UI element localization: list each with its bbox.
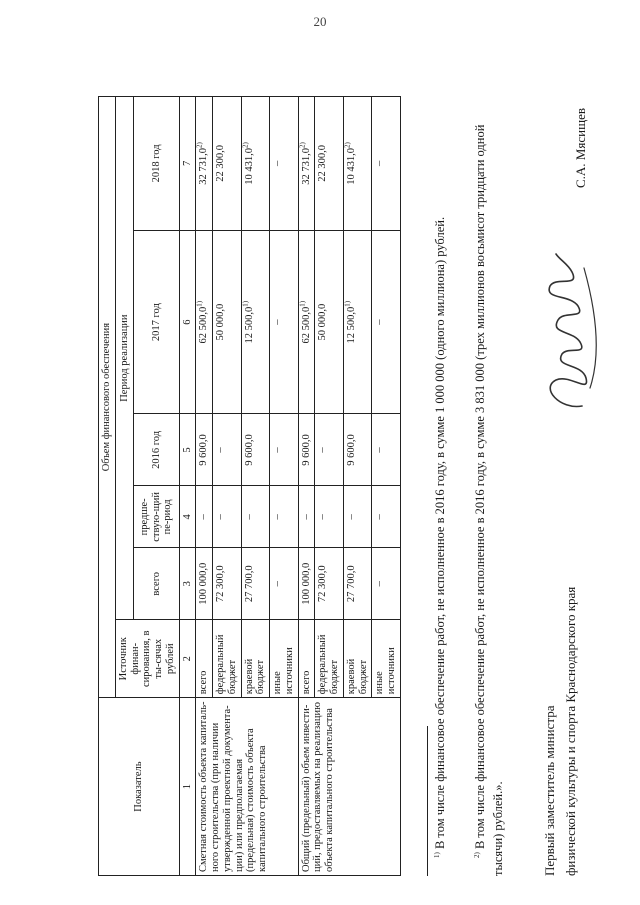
col-num: 5 xyxy=(179,414,196,486)
footnote-ref: 2) xyxy=(298,142,306,148)
position-line: физической культуры и спорта Краснодарского края xyxy=(562,586,578,876)
cell-total: – xyxy=(372,548,401,620)
header-volume: Объем финансового обеспечения xyxy=(99,97,116,698)
header-2018: 2018 год xyxy=(134,97,179,231)
value: 22 300,0 xyxy=(215,145,226,182)
position-line: Первый заместитель министра xyxy=(542,705,557,876)
value: – xyxy=(374,319,386,325)
cell-2018 xyxy=(270,97,299,231)
cell-2018 xyxy=(213,97,242,231)
cell-total: 27 700,0 xyxy=(241,548,270,620)
header-row-1 xyxy=(99,97,116,876)
cell-total: 100 000,0 xyxy=(196,548,213,620)
cell-source: краевой бюджет xyxy=(343,620,372,698)
value: 10 431,0 xyxy=(243,147,255,185)
cell-source: краевой бюджет xyxy=(241,620,270,698)
col-num: 3 xyxy=(179,548,196,620)
cell-2016: 9 600,0 xyxy=(241,414,270,486)
value: – xyxy=(272,160,283,167)
cell-total: 100 000,0 xyxy=(298,548,315,620)
footnote-ref: 1) xyxy=(343,300,352,307)
value: 32 731,0 xyxy=(300,147,312,185)
cell-total: 27 700,0 xyxy=(343,548,372,620)
cell-2016: – xyxy=(372,414,401,486)
cell-total: 72 300,0 xyxy=(213,548,242,620)
cell-2017 xyxy=(315,230,344,414)
cell-2018 xyxy=(372,97,401,231)
cell-prev: – xyxy=(298,486,315,548)
cell-2018 xyxy=(343,97,372,231)
column-number-row xyxy=(179,97,196,876)
col-num: 2 xyxy=(179,620,196,698)
cell-2017 xyxy=(298,230,315,414)
cell-2016: – xyxy=(213,414,242,486)
row-label-investment-volume: Общий (предельный) объем инвести-ций, предоставляемых на реализацию объекта капитального строительства xyxy=(298,698,400,876)
signature-underline xyxy=(584,268,596,388)
signatory-name: С.А. Мясищев xyxy=(573,108,588,188)
value: 10 431,0 xyxy=(345,147,357,185)
cell-2018 xyxy=(315,97,344,231)
col-num: 7 xyxy=(179,97,196,231)
signature-stroke xyxy=(549,254,586,406)
value: 62 500,0 xyxy=(300,306,312,344)
footnote-2 xyxy=(472,86,507,876)
cell-2017 xyxy=(270,230,299,414)
signatory-position xyxy=(540,456,582,876)
value: 50 000,0 xyxy=(215,303,226,341)
footnote-text: В том числе финансовое обеспечение работ, не исполненное в 2016 году, в сумме 3 831 000 (трех миллионов восьмисот тридцати одной тысячи) рублей.». xyxy=(473,124,505,876)
cell-2016: – xyxy=(270,414,299,486)
value: 32 731,0 xyxy=(198,147,210,185)
rotated-page-content xyxy=(20,48,620,888)
value: 62 500,0 xyxy=(198,306,210,344)
value: 50 000,0 xyxy=(317,303,329,341)
footnote-mark: 1) xyxy=(432,852,441,858)
cell-prev: – xyxy=(196,486,213,548)
cell-prev: – xyxy=(343,486,372,548)
footnote-ref: 1) xyxy=(195,300,204,307)
footnote-mark: 2) xyxy=(472,852,481,858)
cell-2018 xyxy=(241,97,270,231)
handwritten-signature xyxy=(520,248,610,418)
header-period: Период реализации xyxy=(115,97,134,620)
cell-2016: 9 600,0 xyxy=(343,414,372,486)
cell-prev: – xyxy=(372,486,401,548)
header-source: Источник финан-сирования, в ты-сячах рублей xyxy=(115,620,179,698)
cell-2017 xyxy=(241,230,270,414)
cell-total: 72 300,0 xyxy=(315,548,344,620)
footnote-ref: 2) xyxy=(195,142,204,148)
header-prev: предше-ствую-щий пе-риод xyxy=(134,486,179,548)
col-num: 6 xyxy=(179,230,196,414)
cell-source: иные источники xyxy=(372,620,401,698)
cell-2016: – xyxy=(315,414,344,486)
cell-2017 xyxy=(343,230,372,414)
value: 22 300,0 xyxy=(317,145,329,182)
cell-prev: – xyxy=(213,486,242,548)
cell-2017 xyxy=(372,230,401,414)
cell-2016: 9 600,0 xyxy=(298,414,315,486)
cell-prev: – xyxy=(270,486,299,548)
header-indicator: Показатель xyxy=(99,698,180,876)
financing-table xyxy=(98,96,401,876)
header-2016: 2016 год xyxy=(134,414,179,486)
cell-source: всего xyxy=(196,620,213,698)
table-row xyxy=(196,97,213,876)
cell-2017 xyxy=(213,230,242,414)
value: 12 500,0 xyxy=(345,306,357,344)
cell-prev: – xyxy=(241,486,270,548)
cell-2016: 9 600,0 xyxy=(196,414,213,486)
cell-source: федеральный бюджет xyxy=(213,620,242,698)
cell-prev: – xyxy=(315,486,344,548)
cell-source: федеральный бюджет xyxy=(315,620,344,698)
col-num: 4 xyxy=(179,486,196,548)
cell-2017 xyxy=(196,230,213,414)
footnote-ref: 2) xyxy=(343,142,352,148)
footnote-separator xyxy=(427,726,428,876)
cell-2018 xyxy=(196,97,213,231)
cell-source: иные источники xyxy=(270,620,299,698)
cell-source: всего xyxy=(298,620,315,698)
footnote-ref: 2) xyxy=(241,142,249,148)
header-total: всего xyxy=(134,548,179,620)
cell-total: – xyxy=(270,548,299,620)
value: – xyxy=(374,160,386,167)
footnote-ref: 1) xyxy=(241,300,249,307)
page-number: 20 xyxy=(313,14,327,29)
col-num: 1 xyxy=(179,698,196,876)
footnote-1 xyxy=(432,86,450,876)
value: 12 500,0 xyxy=(243,306,255,344)
row-label-estimated-cost: Сметная стоимость объекта капиталь-ного строительства (при наличии утвержденной проектной документа-ции) или предполагаемая (предельная) стоимость объекта капитального строительства xyxy=(196,698,298,876)
table-row xyxy=(298,97,315,876)
cell-2018 xyxy=(298,97,315,231)
footnote-ref: 1) xyxy=(298,300,306,307)
header-2017: 2017 год xyxy=(134,230,179,414)
value: – xyxy=(272,319,283,325)
content-layer xyxy=(20,48,620,888)
footnote-text: В том числе финансовое обеспечение работ, не исполненное в 2016 году, в сумме 1 000 000 (одного миллиона) рублей. xyxy=(433,216,447,850)
